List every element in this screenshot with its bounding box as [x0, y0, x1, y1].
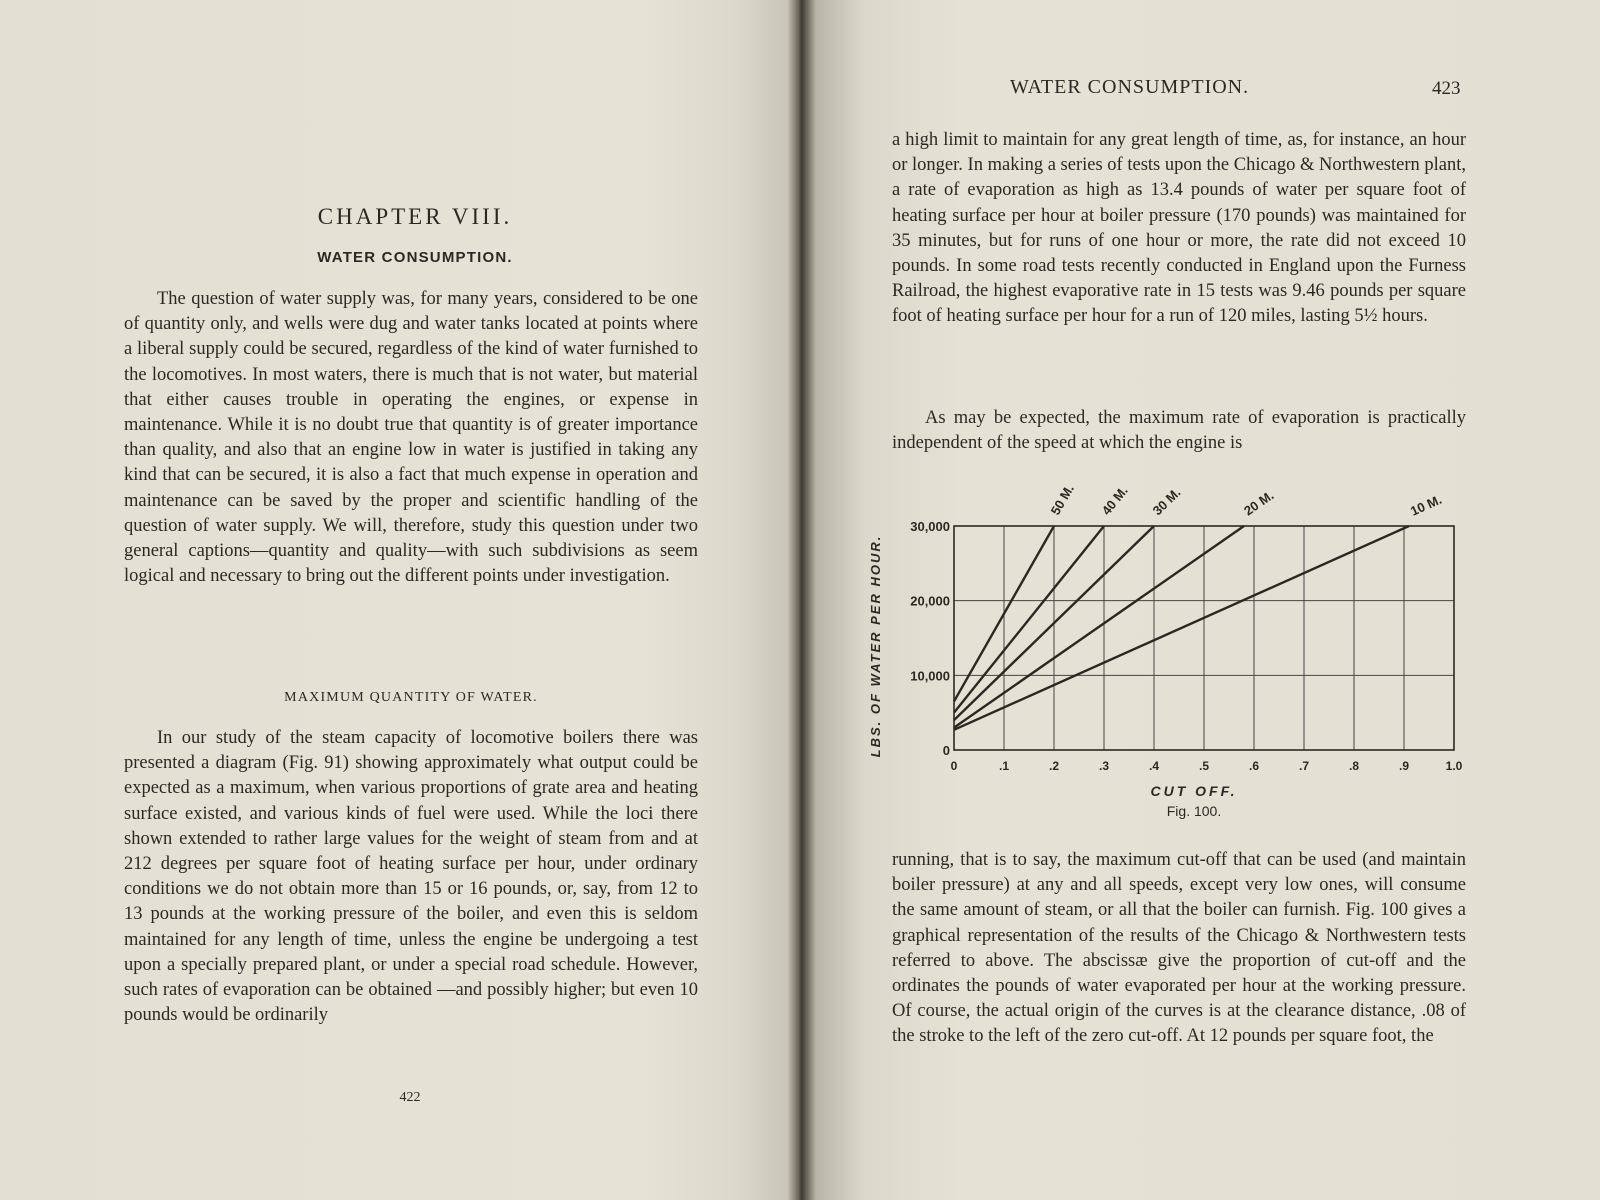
- x-tick-label: .3: [1098, 759, 1110, 773]
- chapter-title: WATER CONSUMPTION.: [317, 249, 513, 266]
- figure-100-chart: [870, 470, 1480, 830]
- figure-caption: Fig. 100.: [1166, 803, 1222, 819]
- y-tick-label: 10,000: [910, 668, 950, 684]
- x-tick-label: 0: [950, 759, 958, 773]
- series-label: 20 M.: [1241, 487, 1277, 519]
- x-tick-label: .5: [1198, 759, 1210, 773]
- x-tick-label: .7: [1298, 759, 1310, 773]
- x-tick-label: .9: [1398, 759, 1410, 773]
- x-tick-label: .6: [1248, 759, 1260, 773]
- x-tick-label: .1: [998, 759, 1010, 773]
- running-head: WATER CONSUMPTION.: [1010, 76, 1250, 98]
- x-tick-label: .2: [1048, 759, 1060, 773]
- series-label: 40 M.: [1098, 483, 1131, 518]
- x-tick-label: .4: [1148, 759, 1160, 773]
- chart-svg: [870, 470, 1480, 830]
- y-tick-label: 0: [942, 743, 950, 758]
- left-page-number: 422: [399, 1090, 421, 1105]
- series-label: 50 M.: [1047, 481, 1077, 518]
- series-line: [954, 526, 1104, 713]
- series-label: 10 M.: [1408, 491, 1444, 519]
- right-paragraph-2: As may be expected, the maximum rate of evaporation is practically independent of the speed at which the engine is: [892, 408, 1466, 454]
- left-paragraph-2: In our study of the steam capacity of locomotive boilers there was presented a diagram (Fig. 91) showing approximately what output could be expected as a maximum, when various proportions of grate area and heating surface existed, and various kinds of fuel were used. While the loci there shown extended to rather large values for the weight of steam from and at 212 degrees per square foot of heating surface per hour, under ordinary conditions we do not obtain more than 15 or 16 pounds, or, say, from 12 to 13 pounds at the working pressure of the boiler, and even this is seldom maintained for any length of time, unless the engine be undergoing a test upon a specially prepared plant, or under a special road schedule. However, such rates of evaporation can be obtained —and possibly higher; but even 10 pounds would be ordinarily: [124, 728, 698, 1026]
- series-label: 30 M.: [1149, 484, 1184, 519]
- x-tick-label: .8: [1348, 759, 1360, 773]
- x-axis-label: CUT OFF.: [1150, 783, 1238, 799]
- chapter-number: CHAPTER VIII.: [317, 204, 513, 229]
- right-paragraph-1: a high limit to maintain for any great length of time, as, for instance, an hour or longer. In making a series of tests upon the Chicago & Northwestern plant, a rate of evaporation as high as 13.4 pounds of water per square foot of heating surface per hour at boiler pressure (170 pounds) was maintained for 35 minutes, but for runs of one hour or more, the rate did not exceed 10 pounds. In some road tests recently conducted in England upon the Furness Railroad, the highest evaporative rate in 15 tests was 9.46 pounds per square foot of heating surface per hour for a run of 120 miles, lasting 5½ hours.: [892, 130, 1466, 327]
- right-page-number: 423: [1432, 78, 1461, 99]
- left-paragraph-1: The question of water supply was, for many years, considered to be one of quantity only, and wells were dug and water tanks located at points where a liberal supply could be secured, regardless of the kind of water furnished to the locomotives. In most waters, there is much that is not water, but material that either causes trouble in operating the engines, or expense in maintenance. While it is no doubt true that quantity is of greater importance than quality, and also that an engine low in water is justified in taking any kind that can be secured, it is also a fact that much expense in operation and maintenance can be saved by the proper and scientific handling of the question of water supply. We will, therefore, study this question under two general captions—quantity and quality—with such subdivisions as seem logical and necessary to bring out the different points under investigation.: [124, 289, 698, 587]
- x-tick-label: 1.0: [1445, 759, 1463, 773]
- section-heading: MAXIMUM QUANTITY OF WATER.: [284, 690, 538, 705]
- right-paragraph-3: running, that is to say, the maximum cut-off that can be used (and maintain boiler pressure) at any and all speeds, except very low ones, will consume the same amount of steam, or all that the boiler can furnish. Fig. 100 gives a graphical representation of the results of the Chicago & Northwestern tests referred to above. The abscissæ give the proportion of cut-off and the ordinates the pounds of water evaporated per hour at the working pressure. Of course, the actual origin of the curves is at the clearance distance, .08 of the stroke to the left of the zero cut-off. At 12 pounds per square foot, the: [892, 850, 1466, 1047]
- y-axis-label: LBS. OF WATER PER HOUR.: [868, 534, 883, 758]
- y-tick-label: 20,000: [910, 593, 950, 609]
- y-tick-label: 30,000: [910, 519, 950, 534]
